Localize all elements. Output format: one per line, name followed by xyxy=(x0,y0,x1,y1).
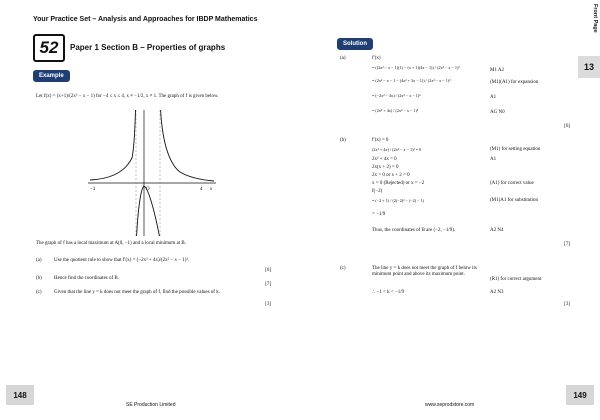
running-head: Your Practice Set – Analysis and Approaches for IBDP Mathematics xyxy=(33,16,258,23)
solution-mark: (A1) for correct value xyxy=(490,181,534,186)
question-part xyxy=(36,290,271,310)
right-tick-label: 4 xyxy=(200,187,203,192)
origin-label: O xyxy=(146,187,150,192)
part-text: Given that the line y = k does not meet the graph of f, find the possible values of k. xyxy=(54,290,220,295)
part-marks: [6] xyxy=(265,268,271,273)
solution-section-c xyxy=(340,266,570,316)
solution-line: 2x = 0 or x + 2 = 0 xyxy=(372,173,410,178)
curve-middle-branch xyxy=(137,186,160,236)
section-title: Paper 1 Section B – Properties of graphs xyxy=(70,43,226,52)
part-label: (a) xyxy=(36,258,42,263)
solution-total: [6] xyxy=(564,124,570,129)
solution-line: f(−2) xyxy=(372,189,383,194)
function-graph xyxy=(88,108,218,238)
solution-mark: (M1)(A1) for expansion xyxy=(490,80,539,85)
section-number: 52 xyxy=(33,34,65,62)
part-text: Use the quotient rule to show that f′(x) = (−2x² + 4x)/(2x² − x − 1)². xyxy=(54,258,190,263)
solution-mark: M1 A2 xyxy=(490,68,505,73)
solution-line: = (2x² + 4x) / (2x² − x − 1)² xyxy=(372,108,419,113)
curve-right-branch xyxy=(161,110,214,181)
solution-section-a xyxy=(340,56,570,138)
solution-mark: A1 xyxy=(490,157,497,162)
solution-mark: A2 N3 xyxy=(490,290,504,295)
solution-part-label: (b) xyxy=(340,138,346,143)
solution-line: = (−2x² − 4x) / (2x² − x − 1)² xyxy=(372,93,421,98)
solution-line: f′(x) xyxy=(372,56,381,61)
x-axis-label: x xyxy=(210,187,213,192)
part-label: (b) xyxy=(36,276,42,281)
example-intro: Let f(x) = (x+1)/(2x² − x − 1) for −4 ≤ x ≤ 4, x ≠ −1/2, x ≠ 1. The graph of f is given below. xyxy=(36,94,219,99)
part-label: (c) xyxy=(36,290,42,295)
solution-line: ∴ −1 < k < −1/9 xyxy=(372,290,405,295)
solution-part-label: (c) xyxy=(340,266,346,271)
example-label: Example xyxy=(33,70,70,82)
solution-part-label: (a) xyxy=(340,56,346,61)
curve-left-branch xyxy=(90,110,136,180)
part-marks: [3] xyxy=(265,302,271,307)
solution-mark: AG N0 xyxy=(490,110,505,115)
question-parts xyxy=(36,258,271,310)
part-text: Hence find the coordinates of B. xyxy=(54,276,119,281)
solution-body xyxy=(340,56,570,316)
solution-line: = (−2 + 1) / (2(−2)² − (−2) − 1) xyxy=(372,198,425,203)
solution-line: = (2x² − x − 1 − (4x² + 3x − 1)) / (2x² − x − 1)² xyxy=(372,78,451,83)
solution-mark: A2 N4 xyxy=(490,228,504,233)
side-label: Front Page xyxy=(592,4,598,33)
solution-line: Thus, the coordinates of B are (−2, −1/9). xyxy=(372,228,456,233)
solution-line: f′(x) = 0 xyxy=(372,138,389,143)
solution-total: [7] xyxy=(564,242,570,247)
left-page-number: 148 xyxy=(6,385,34,405)
solution-mark: A1 xyxy=(490,95,497,100)
publisher: SE Production Limited xyxy=(126,402,176,408)
question-stem: The graph of f has a local maximum at A(0, −1) and a local minimum at B. xyxy=(36,241,187,246)
question-part xyxy=(36,258,271,276)
solution-line: = ((2x² − x − 1)(1) − (x + 1)(4x − 1)) / (2x² − x − 1)² xyxy=(372,65,460,70)
solution-mark: (M1)A1 for substitution xyxy=(490,198,539,203)
solution-line: = −1/9 xyxy=(372,212,386,217)
website: www.seprodstore.com xyxy=(425,402,475,408)
solution-line: x = 0 (Rejected) or x = −2 xyxy=(372,181,425,186)
left-tick-label: −1 xyxy=(90,187,96,192)
solution-line: (2x² + 4x) / (2x² − x − 1)² = 0 xyxy=(372,147,422,152)
solution-section-b xyxy=(340,138,570,266)
part-marks: [7] xyxy=(265,282,271,287)
solution-mark: (M1) for setting equation xyxy=(490,147,541,152)
solution-label: Solution xyxy=(337,38,373,50)
question-part xyxy=(36,276,271,290)
chapter-tab: 13 xyxy=(578,56,600,78)
right-page-number: 149 xyxy=(566,385,594,405)
solution-line: The line y = k does not meet the graph of f below its minimum point and above its maximum point. xyxy=(372,266,477,277)
solution-line: 2x(x + 2) = 0 xyxy=(372,165,399,170)
solution-total: [3] xyxy=(564,302,570,307)
solution-line: 2x² + 4x = 0 xyxy=(372,157,397,162)
solution-mark: (R1) for correct argument xyxy=(490,277,542,282)
